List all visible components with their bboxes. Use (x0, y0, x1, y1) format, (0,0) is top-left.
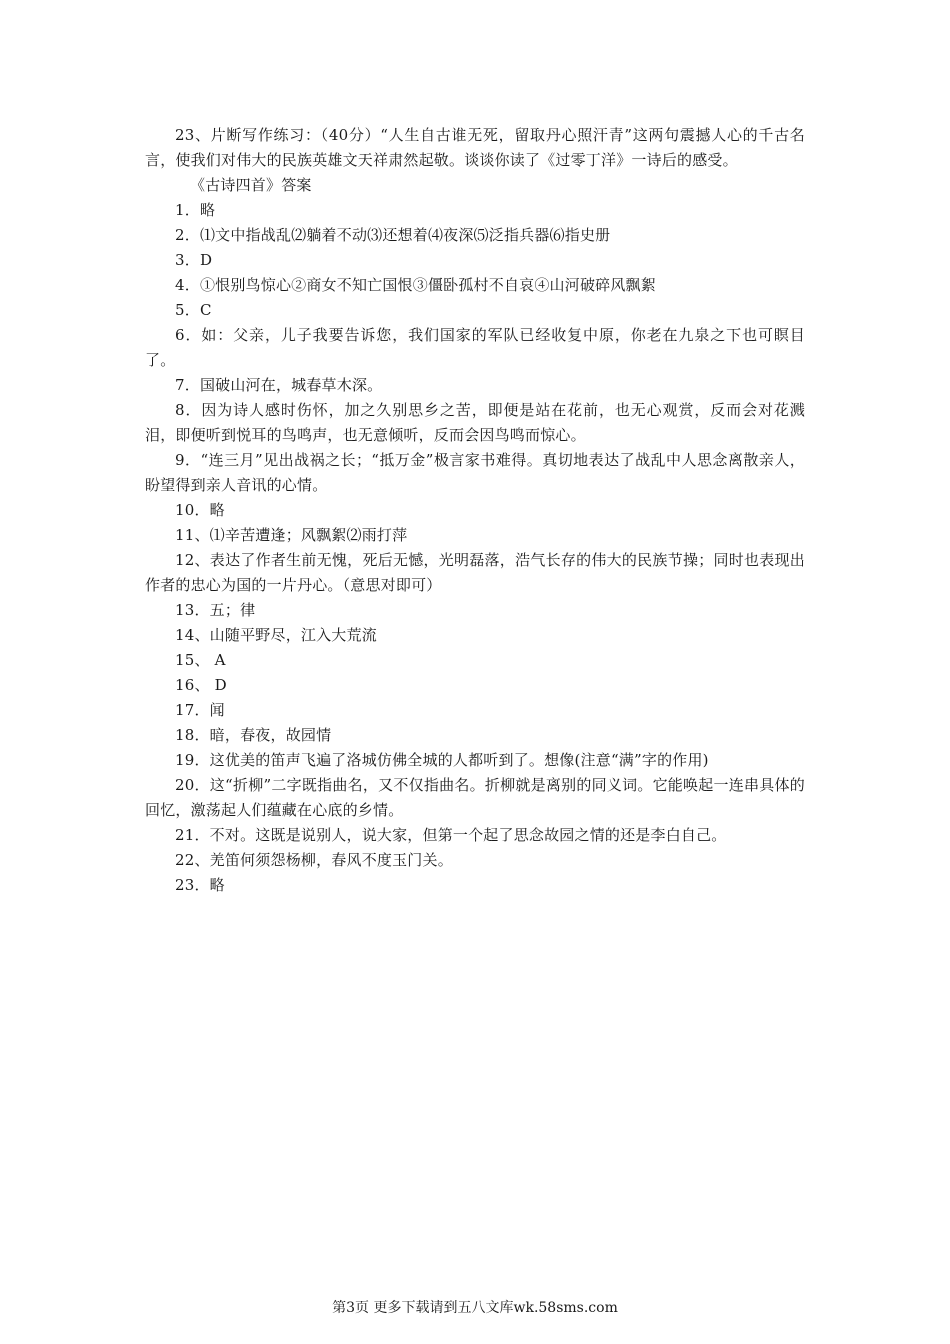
answer-3: 3．D (175, 251, 213, 269)
answer-2: 2．⑴文中指战乱⑵躺着不动⑶还想着⑷夜深⑸泛指兵器⑹指史册 (175, 226, 611, 244)
answer-6: 6．如：父亲，儿子我要告诉您，我们国家的军队已经收复中原，你老在九泉之下也可瞑目了。 (145, 326, 805, 369)
answer-17: 17．闻 (175, 701, 225, 719)
answer-1: 1．略 (175, 201, 216, 219)
document-body (145, 123, 805, 898)
answer-22: 22、羌笛何须怨杨柳，春风不度玉门关。 (175, 851, 453, 869)
answer-14: 14、山随平野尽，江入大荒流 (175, 626, 377, 644)
answer-11: 11、⑴辛苦遭逢；风飘絮⑵雨打萍 (175, 526, 408, 544)
answer-23: 23．略 (175, 876, 225, 894)
answer-16: 16、 D (175, 676, 227, 694)
answer-12: 12、表达了作者生前无愧，死后无憾，光明磊落，浩气长存的伟大的民族节操；同时也表现出作者的忠心为国的一片丹心。（意思对即可） (145, 551, 805, 594)
answer-5: 5．C (175, 301, 212, 319)
answer-15: 15、 A (175, 651, 226, 669)
paragraph-q23-prompt: 23、片断写作练习：（40分）“人生自古谁无死，留取丹心照汗青”这两句震撼人心的千古名言，使我们对伟大的民族英雄文天祥肃然起敬。谈谈你读了《过零丁洋》一诗后的感受。 (145, 126, 805, 169)
answer-10: 10．略 (175, 501, 225, 519)
answer-19: 19．这优美的笛声飞遍了洛城仿佛全城的人都听到了。想像(注意“满”字的作用) (175, 751, 709, 769)
answer-18: 18．暗，春夜，故园情 (175, 726, 332, 744)
answer-7: 7．国破山河在，城春草木深。 (175, 376, 383, 394)
page-footer: 第3页 更多下载请到五八文库wk.58sms.com (332, 1300, 618, 1316)
answer-21: 21．不对。这既是说别人，说大家，但第一个起了思念故园之情的还是李白自己。 (175, 826, 727, 844)
answer-4: 4．①恨别鸟惊心②商女不知亡国恨③僵卧孤村不自哀④山河破碎风飘絮 (175, 276, 656, 294)
answer-8: 8．因为诗人感时伤怀，加之久别思乡之苦，即便是站在花前，也无心观赏，反而会对花溅泪，即便听到悦耳的鸟鸣声，也无意倾听，反而会因鸟鸣而惊心。 (145, 401, 805, 444)
answer-section-title: 《古诗四首》答案 (190, 176, 312, 194)
answer-13: 13．五；律 (175, 601, 256, 619)
answer-20: 20．这“折柳”二字既指曲名，又不仅指曲名。折柳就是离别的同义词。它能唤起一连串具体的回忆，激荡起人们蕴藏在心底的乡情。 (145, 776, 805, 819)
answer-9: 9．“连三月”见出战祸之长；“抵万金”极言家书难得。真切地表达了战乱中人思念离散亲人，盼望得到亲人音讯的心情。 (145, 451, 805, 494)
